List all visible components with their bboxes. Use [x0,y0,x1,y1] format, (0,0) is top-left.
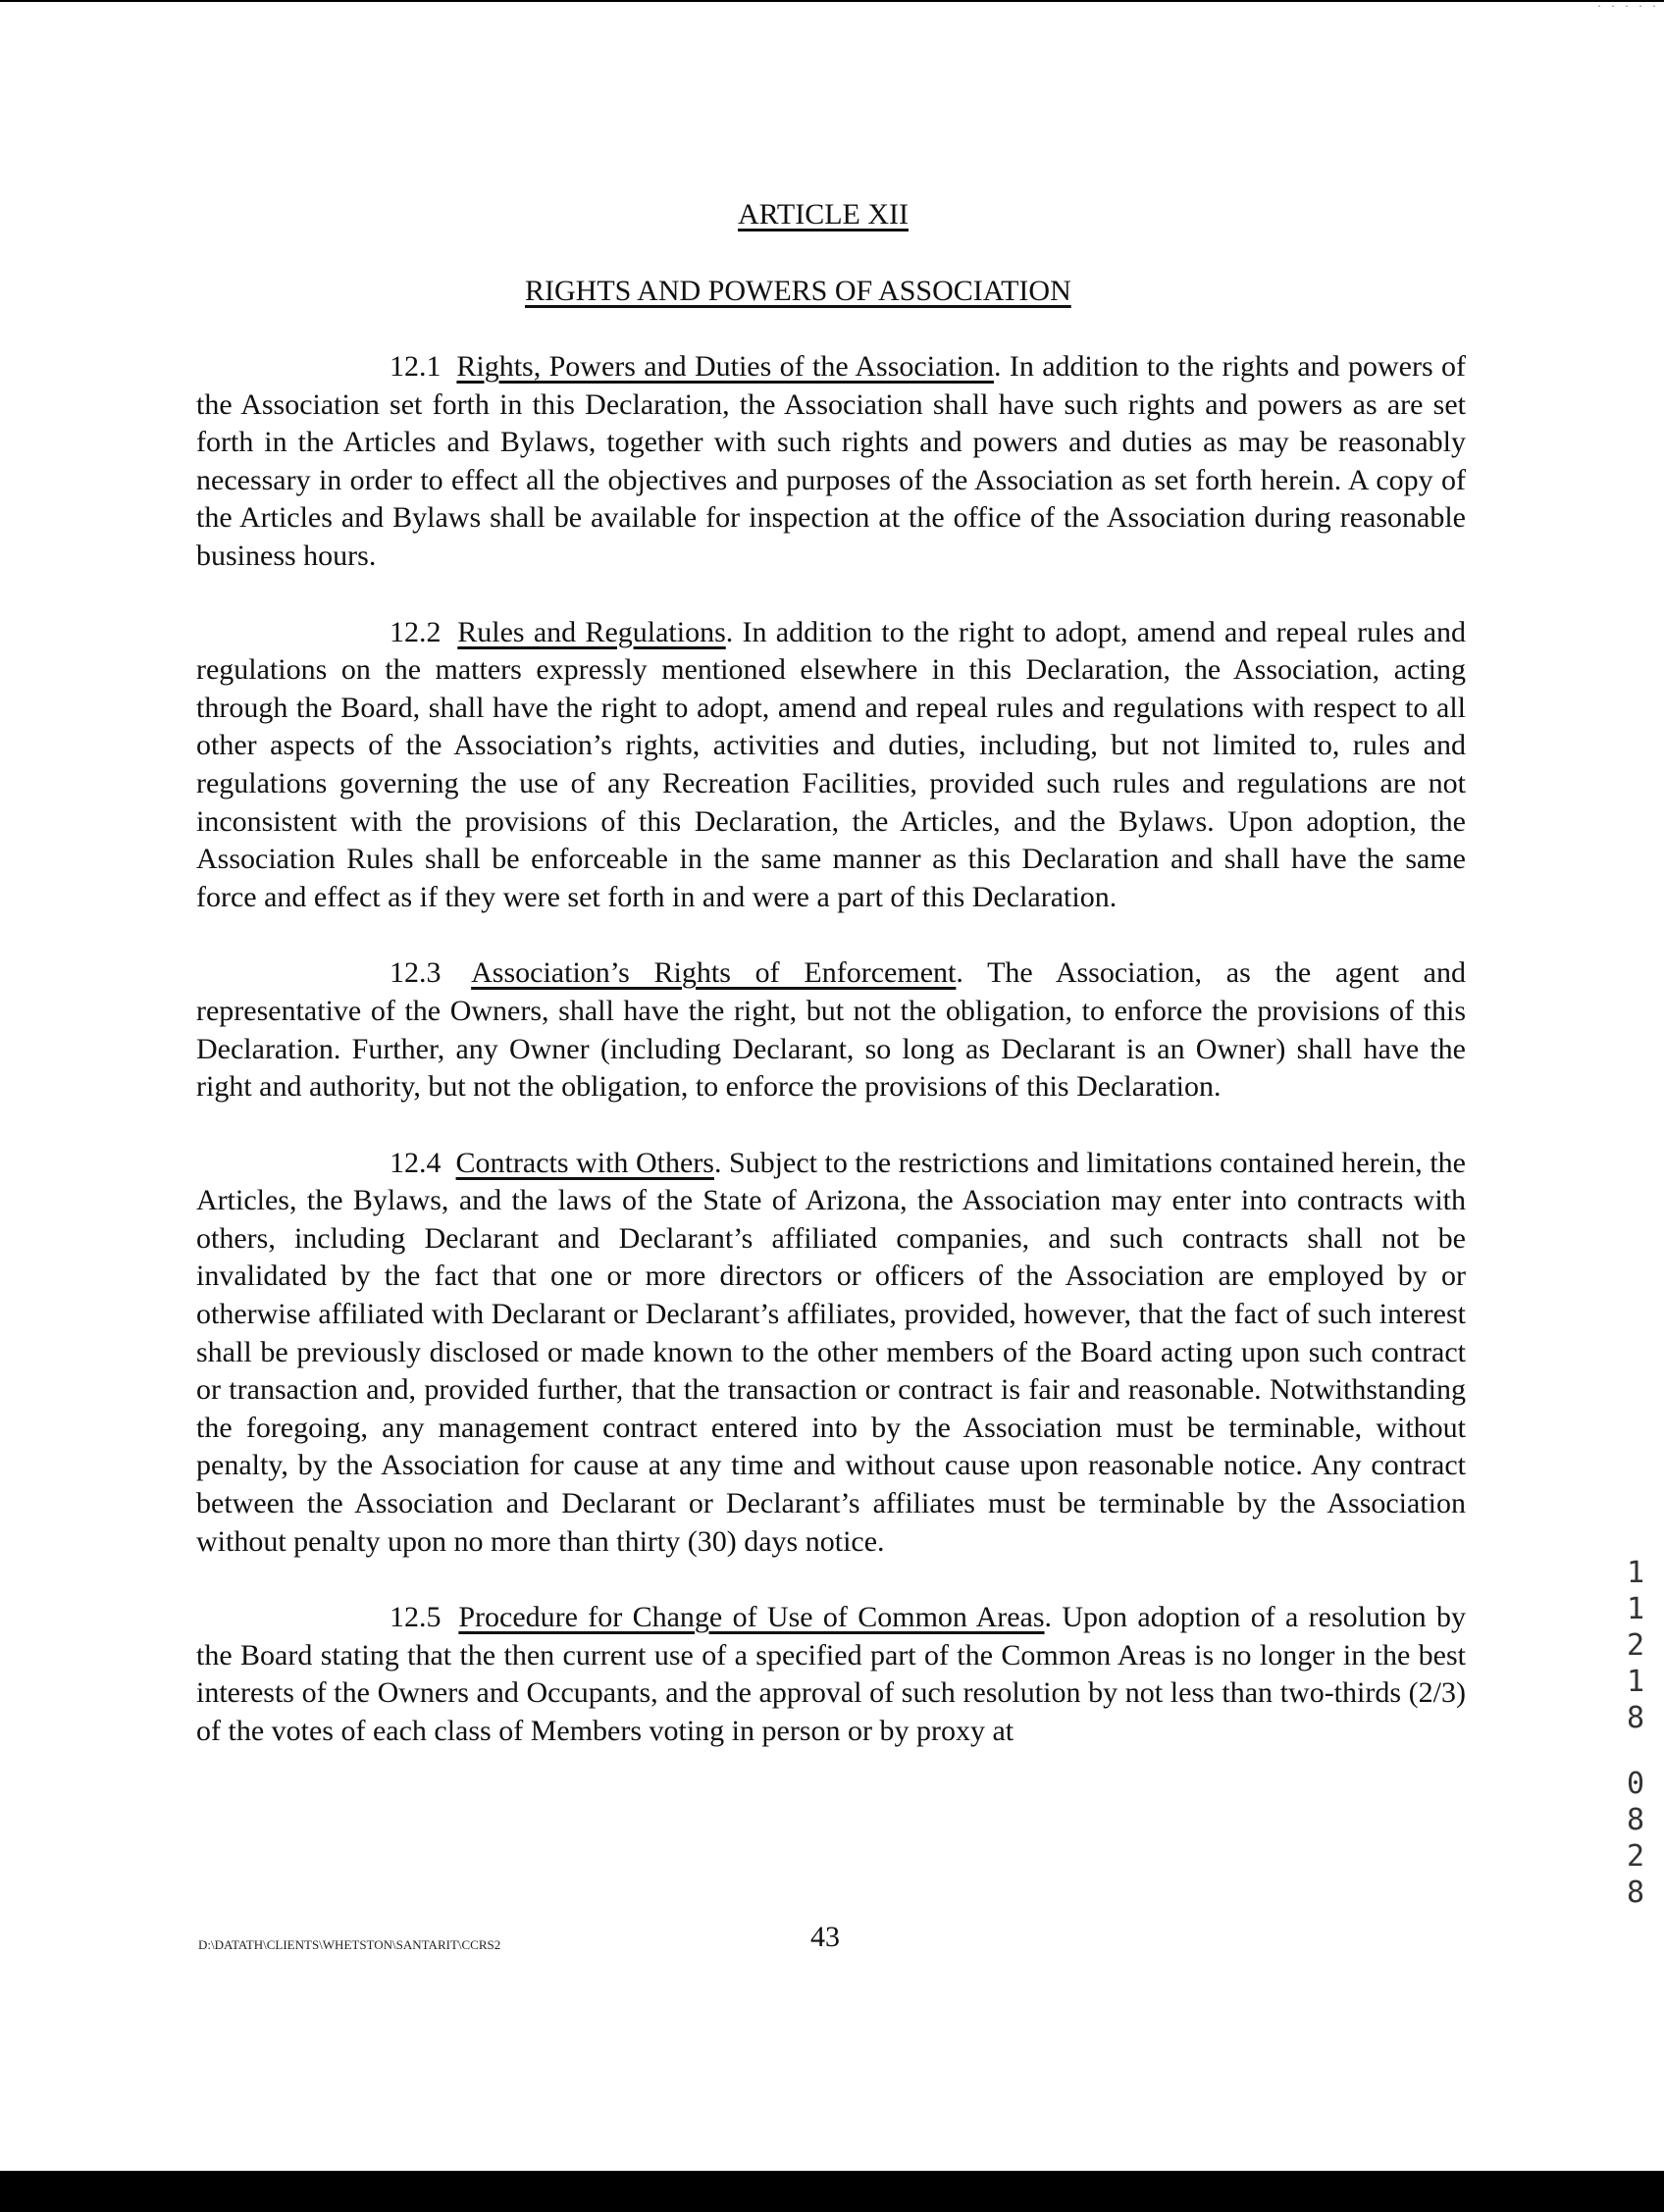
page-number: 43 [810,1921,840,1953]
stamp-digit: 8 [1626,1701,1645,1735]
section-text: In addition to the right to adopt, amend and repeal rules and regulations on the matters expressly mentioned elsewhere in this Declaration, the Association, acting through the Board, shall have the right to adopt, amend and repeal rules and regulations with respect to all other aspects of the Association’s rights, activities and duties, including, but not limited to, rules and regulations governing the use of any Recreation Facilities, provided such rules and regulations are not inconsistent with the provisions of this Declaration, the Articles, and the Bylaws. Upon adoption, the Association Rules shall be enforceable in the same manner as this Declaration and shall have the same force and effect as if they were set forth in and were a part of this Declaration. [196,615,1467,913]
stamp-digit: 0 [1626,1767,1645,1801]
section-text: In addition to the rights and powers of the Association set forth in this Declaration, the Association shall have such rights and powers as are set forth in the Articles and Bylaws, together with such rights and powers and duties as may be reasonably necessary in order to effect all the objectives and purposes of the Association as set forth herein. A copy of the Articles and Bylaws shall be available for inspection at the office of the Association during reasonable business hours. [196,350,1467,572]
footer-file-path: D:\DATATH\CLIENTS\WHETSTON\SANTARIT\CCRS2 [198,1937,501,1952]
scan-top-edge [0,0,1664,2]
article-subtitle: RIGHTS AND POWERS OF ASSOCIATION [525,275,1071,307]
stamp-gap [1621,1736,1650,1766]
section-text: Subject to the restrictions and limitations contained herein, the Articles, the Bylaws, and the laws of the State of Arizona, the Association may enter into contracts with others, including Declarant and Declarant’s affiliated companies, and such contracts shall not be invalidated by the fact that one or more directors or officers of the Association are employed by or otherwise affiliated with Declarant or Declarant’s affiliates, provided, however, that the fact of such interest shall be previously disclosed or made known to the other members of the Board acting upon such contract or transaction and, provided further, that the transaction or contract is fair and reasonable. Notwithstanding the foregoing, any management contract entered into by the Association must be terminable, without penalty, by the Association for cause at any time and without cause upon reasonable notice. Any contract between the Association and Declarant or Declarant’s affiliates must be terminable by the Association without penalty upon no more than thirty (30) days notice. [196,1146,1466,1558]
scan-corner-mark: · · · · · [1595,2,1658,13]
stamp-digit: 8 [1626,1876,1645,1910]
section-12-4 [196,1145,1466,1562]
section-title-period: . [713,1146,729,1179]
section-title: Procedure for Change of Use of Common Areas [458,1601,1045,1634]
recording-stamp [1621,1555,1650,1911]
section-number: 12.4 [390,1146,442,1179]
section-number: 12.2 [390,615,442,648]
section-text: The Association, as the agent and representative of the Owners, shall have the right, but not the obligation, to enforce the provisions of this Declaration. Further, any Owner (including Declarant, so long as Declarant is an Owner) shall have the right and authority, but not the obligation, to enforce the provisions of this Declaration. [196,956,1466,1104]
stamp-digit: 1 [1626,1592,1645,1626]
section-number: 12.5 [390,1601,442,1634]
section-title: Rights, Powers and Duties of the Association [456,350,995,383]
stamp-digit: 2 [1626,1839,1645,1874]
section-title-period: . [725,615,743,648]
section-title-period: . [1044,1601,1063,1634]
section-title: Rules and Regulations [457,615,726,648]
section-12-2 [196,614,1466,917]
section-title: Contracts with Others [455,1146,714,1179]
section-number: 12.1 [390,350,442,383]
section-12-5 [196,1599,1466,1750]
section-title-period: . [994,350,1010,383]
stamp-digit: 8 [1626,1803,1645,1837]
section-12-3 [196,954,1466,1106]
section-text: Upon adoption of a resolution by the Board stating that the then current use of a specified part of the Common Areas is no longer in the best interests of the Owners and Occupants, and the approval of such resolution by not less than two-thirds (2/3) of the votes of each class of Members voting in person or by proxy at [196,1601,1467,1747]
article-title: ARTICLE XII [738,198,909,231]
scan-bottom-band [0,2171,1664,2212]
section-12-1 [196,348,1466,576]
stamp-digit: 1 [1626,1556,1645,1590]
stamp-digit: 1 [1626,1665,1645,1699]
stamp-digit: 2 [1626,1628,1645,1663]
section-title-period: . [956,956,988,990]
document-body [196,348,1466,1789]
section-number: 12.3 [390,956,442,990]
section-title: Association’s Rights of Enforcement [471,956,957,990]
